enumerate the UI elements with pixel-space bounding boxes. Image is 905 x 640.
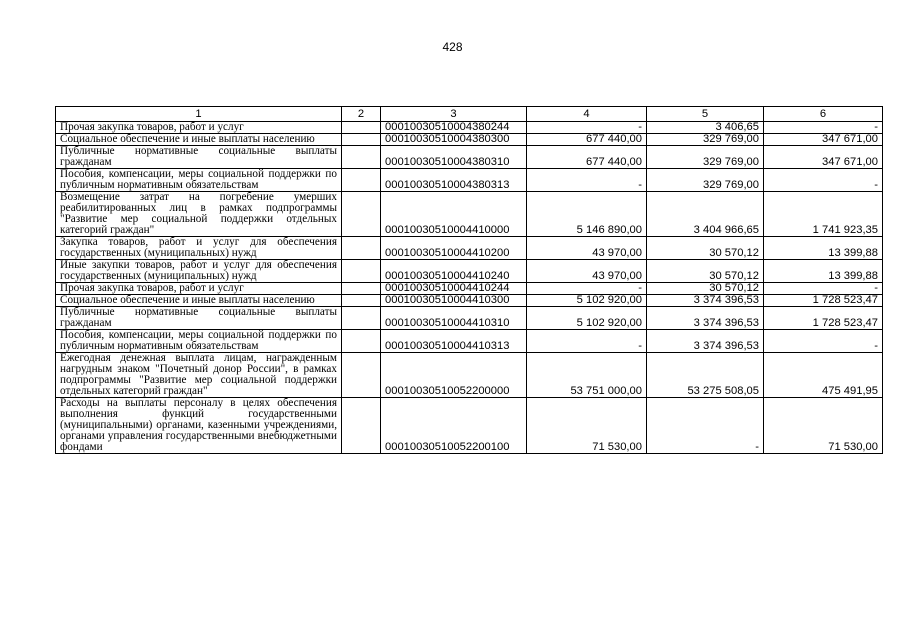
row-value-col6: - xyxy=(764,283,883,295)
row-name-cell: Пособия, компенсации, меры социальной поддержки по публичным нормативным обязательствам xyxy=(56,169,342,192)
row-value-col4: 43 970,00 xyxy=(527,237,647,260)
row-name-cell: Ежегодная денежная выплата лицам, награжденным нагрудным знаком "Почетный донор России", в рамках подпрограммы "Развитие мер социальной поддержки отдельных категорий граждан" xyxy=(56,353,342,398)
row-value-col6: 1 728 523,47 xyxy=(764,295,883,307)
row-code-cell: 00010030510004380244 xyxy=(381,122,527,134)
row-value-col6: 347 671,00 xyxy=(764,134,883,146)
header-col-3: 3 xyxy=(381,107,527,122)
row-value-col5: 30 570,12 xyxy=(647,260,764,283)
row-name-cell: Прочая закупка товаров, работ и услуг xyxy=(56,283,342,295)
row-code-cell: 00010030510004410244 xyxy=(381,283,527,295)
table-row xyxy=(56,330,883,353)
row-value-col4: 71 530,00 xyxy=(527,398,647,454)
table-row xyxy=(56,353,883,398)
row-name-cell: Социальное обеспечение и иные выплаты населению xyxy=(56,134,342,146)
row-name-cell: Публичные нормативные социальные выплаты гражданам xyxy=(56,146,342,169)
row-value-col6: - xyxy=(764,122,883,134)
table-row xyxy=(56,192,883,237)
row-col2-cell xyxy=(342,192,381,237)
row-value-col5: 53 275 508,05 xyxy=(647,353,764,398)
row-name-cell: Закупка товаров, работ и услуг для обеспечения государственных (муниципальных) нужд xyxy=(56,237,342,260)
row-value-col4: - xyxy=(527,330,647,353)
row-value-col6: 1 741 923,35 xyxy=(764,192,883,237)
row-value-col6: 13 399,88 xyxy=(764,260,883,283)
row-name-cell: Расходы на выплаты персоналу в целях обеспечения выполнения функций государственными (муниципальными) органами, казенными учреждениями, органами управления государственными внебюджетными фондами xyxy=(56,398,342,454)
row-value-col6: 13 399,88 xyxy=(764,237,883,260)
row-value-col4: - xyxy=(527,283,647,295)
row-value-col5: 3 374 396,53 xyxy=(647,330,764,353)
row-code-cell: 00010030510052200000 xyxy=(381,353,527,398)
row-code-cell: 00010030510004380313 xyxy=(381,169,527,192)
row-value-col4: 5 146 890,00 xyxy=(527,192,647,237)
row-value-col5: 30 570,12 xyxy=(647,283,764,295)
row-value-col6: - xyxy=(764,169,883,192)
row-col2-cell xyxy=(342,169,381,192)
row-value-col4: 43 970,00 xyxy=(527,260,647,283)
row-value-col4: 677 440,00 xyxy=(527,134,647,146)
row-code-cell: 00010030510004410300 xyxy=(381,295,527,307)
row-value-col5: 3 404 966,65 xyxy=(647,192,764,237)
row-col2-cell xyxy=(342,295,381,307)
row-code-cell: 00010030510052200100 xyxy=(381,398,527,454)
table-row xyxy=(56,295,883,307)
row-value-col5: 30 570,12 xyxy=(647,237,764,260)
row-name-cell: Иные закупки товаров, работ и услуг для обеспечения государственных (муниципальных) нужд xyxy=(56,260,342,283)
row-col2-cell xyxy=(342,122,381,134)
row-col2-cell xyxy=(342,330,381,353)
row-value-col6: 1 728 523,47 xyxy=(764,307,883,330)
table-row xyxy=(56,169,883,192)
table-row xyxy=(56,122,883,134)
row-value-col4: - xyxy=(527,122,647,134)
row-value-col6: - xyxy=(764,330,883,353)
budget-table xyxy=(55,106,883,454)
table-header-row xyxy=(56,107,883,122)
header-col-5: 5 xyxy=(647,107,764,122)
row-value-col6: 71 530,00 xyxy=(764,398,883,454)
header-col-4: 4 xyxy=(527,107,647,122)
row-col2-cell xyxy=(342,398,381,454)
row-name-cell: Социальное обеспечение и иные выплаты населению xyxy=(56,295,342,307)
row-value-col5: 329 769,00 xyxy=(647,146,764,169)
row-value-col5: 329 769,00 xyxy=(647,169,764,192)
row-code-cell: 00010030510004410240 xyxy=(381,260,527,283)
row-value-col5: 3 406,65 xyxy=(647,122,764,134)
row-col2-cell xyxy=(342,237,381,260)
row-value-col4: 5 102 920,00 xyxy=(527,307,647,330)
row-code-cell: 00010030510004410200 xyxy=(381,237,527,260)
row-col2-cell xyxy=(342,260,381,283)
row-value-col4: 53 751 000,00 xyxy=(527,353,647,398)
row-name-cell: Публичные нормативные социальные выплаты гражданам xyxy=(56,307,342,330)
row-value-col6: 475 491,95 xyxy=(764,353,883,398)
row-code-cell: 00010030510004410000 xyxy=(381,192,527,237)
row-code-cell: 00010030510004380300 xyxy=(381,134,527,146)
table-row xyxy=(56,398,883,454)
table-row xyxy=(56,134,883,146)
row-value-col6: 347 671,00 xyxy=(764,146,883,169)
header-col-6: 6 xyxy=(764,107,883,122)
table-row xyxy=(56,307,883,330)
row-col2-cell xyxy=(342,353,381,398)
row-col2-cell xyxy=(342,283,381,295)
row-value-col5: - xyxy=(647,398,764,454)
table-row xyxy=(56,283,883,295)
table-row xyxy=(56,237,883,260)
row-value-col5: 329 769,00 xyxy=(647,134,764,146)
page-number: 428 xyxy=(442,40,463,54)
row-value-col4: 5 102 920,00 xyxy=(527,295,647,307)
row-name-cell: Прочая закупка товаров, работ и услуг xyxy=(56,122,342,134)
row-value-col4: - xyxy=(527,169,647,192)
row-value-col5: 3 374 396,53 xyxy=(647,295,764,307)
table-row xyxy=(56,146,883,169)
row-code-cell: 00010030510004410313 xyxy=(381,330,527,353)
row-name-cell: Возмещение затрат на погребение умерших реабилитированных лиц в рамках подпрограммы "Развитие мер социальной поддержки отдельных категорий граждан" xyxy=(56,192,342,237)
row-name-cell: Пособия, компенсации, меры социальной поддержки по публичным нормативным обязательствам xyxy=(56,330,342,353)
row-value-col5: 3 374 396,53 xyxy=(647,307,764,330)
row-col2-cell xyxy=(342,134,381,146)
row-value-col4: 677 440,00 xyxy=(527,146,647,169)
row-code-cell: 00010030510004410310 xyxy=(381,307,527,330)
table-row xyxy=(56,260,883,283)
row-code-cell: 00010030510004380310 xyxy=(381,146,527,169)
header-col-1: 1 xyxy=(56,107,342,122)
header-col-2: 2 xyxy=(342,107,381,122)
row-col2-cell xyxy=(342,307,381,330)
row-col2-cell xyxy=(342,146,381,169)
